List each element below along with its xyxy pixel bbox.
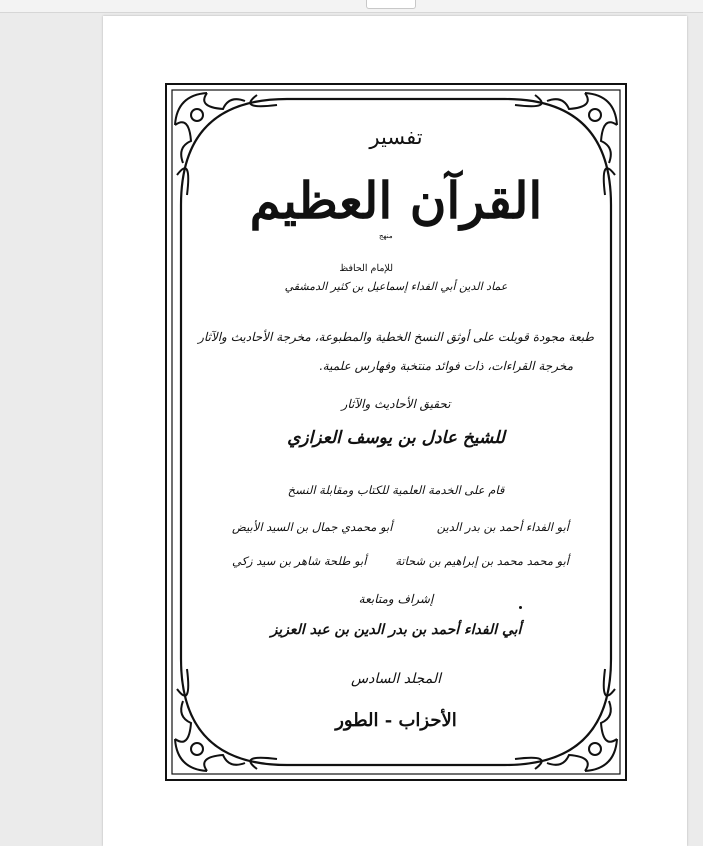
ink-dot — [519, 606, 522, 609]
volume-label: المجلد السادس — [351, 671, 441, 687]
title-quran: القرآن العظيم — [249, 171, 543, 230]
supervisor-name: أبي الفداء أحمد بن بدر الدين بن عبد العزيز — [270, 622, 522, 638]
supervision-label: إشراف ومتابعة — [358, 592, 434, 606]
contributor-name: أبو الفداء أحمد بن بدر الدين — [436, 520, 569, 534]
title-page-frame — [165, 83, 627, 781]
title-subscript: منهج — [379, 232, 393, 240]
by-imam-label: للإمام الحافظ — [339, 263, 393, 274]
title-tafsir: تفسير — [369, 125, 423, 149]
contributor-name: أبو محمد محمد بن إبراهيم بن شحاتة — [395, 554, 569, 568]
service-label: قام على الخدمة العلمية للكتاب ومقابلة النسخ — [287, 483, 505, 497]
contributor-name: أبو طلحة شاهر بن سيد زكي — [232, 554, 367, 568]
edition-description-line2: مخرجة القراءات، ذات فوائد منتخبة وفهارس علمية. — [318, 359, 573, 373]
viewer-toolbar — [0, 0, 703, 13]
verifier-name: للشيخ عادل بن يوسف العزازي — [287, 428, 505, 448]
page-indicator-tab[interactable] — [366, 0, 416, 9]
title-page-content — [167, 85, 625, 779]
contributor-name: أبو محمدي جمال بن السيد الأبيض — [232, 520, 393, 534]
edition-description-line1: طبعة مجودة قوبلت على أوثق النسخ الخطية والمطبوعة، مخرجة الأحاديث والآثار — [198, 330, 594, 344]
document-page — [103, 16, 687, 846]
verification-label: تحقيق الأحاديث والآثار — [341, 397, 451, 411]
author-name: عماد الدين أبي الفداء إسماعيل بن كثير الدمشقي — [284, 280, 508, 293]
surah-range: الأحزاب - الطور — [335, 710, 457, 731]
